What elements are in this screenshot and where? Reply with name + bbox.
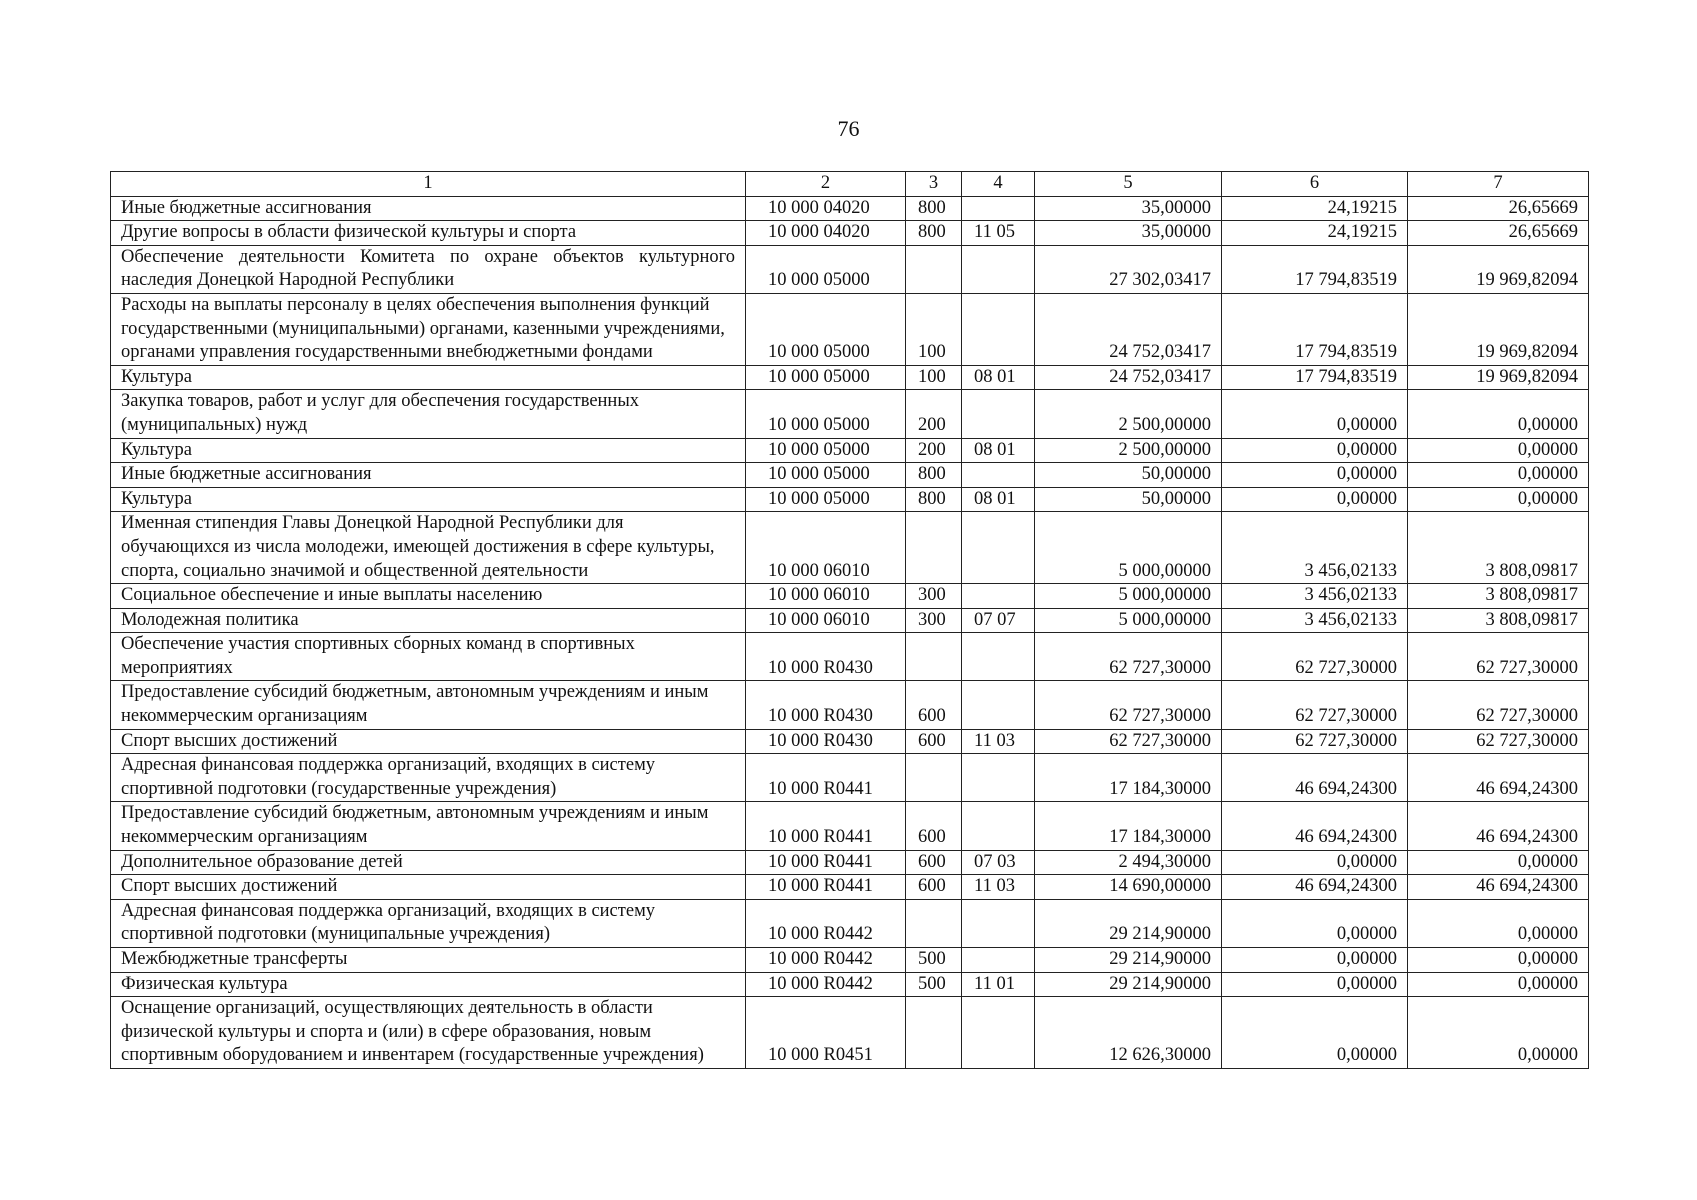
- target-code-cell: 10 000 06010: [746, 608, 906, 633]
- table-row: [111, 850, 1589, 875]
- table-row: [111, 584, 1589, 609]
- amount-col5-cell: 17 184,30000: [1035, 802, 1222, 850]
- section-code-cell: 07 07: [962, 608, 1035, 633]
- expense-type-cell: 800: [906, 463, 962, 488]
- amount-col5-cell: 14 690,00000: [1035, 875, 1222, 900]
- target-code-cell: 10 000 05000: [746, 293, 906, 365]
- table-row: [111, 997, 1589, 1069]
- amount-col7-cell: 62 727,30000: [1408, 729, 1589, 754]
- expense-type-cell: 600: [906, 681, 962, 729]
- section-code-cell: 08 01: [962, 487, 1035, 512]
- table-row: [111, 754, 1589, 802]
- amount-col7-cell: 19 969,82094: [1408, 365, 1589, 390]
- section-code-cell: [962, 681, 1035, 729]
- amount-col6-cell: 46 694,24300: [1222, 875, 1408, 900]
- table-row: [111, 438, 1589, 463]
- amount-col6-cell: 62 727,30000: [1222, 681, 1408, 729]
- expense-type-cell: 800: [906, 487, 962, 512]
- amount-col5-cell: 62 727,30000: [1035, 681, 1222, 729]
- section-code-cell: [962, 293, 1035, 365]
- target-code-cell: 10 000 R0430: [746, 681, 906, 729]
- expense-type-cell: 300: [906, 608, 962, 633]
- amount-col7-cell: 0,00000: [1408, 438, 1589, 463]
- expense-type-cell: 500: [906, 972, 962, 997]
- amount-col5-cell: 50,00000: [1035, 463, 1222, 488]
- expense-type-cell: 200: [906, 438, 962, 463]
- target-code-cell: 10 000 R0441: [746, 850, 906, 875]
- amount-col5-cell: 17 184,30000: [1035, 754, 1222, 802]
- amount-col7-cell: 0,00000: [1408, 463, 1589, 488]
- amount-col7-cell: 3 808,09817: [1408, 608, 1589, 633]
- section-code-cell: 11 03: [962, 729, 1035, 754]
- table-row: [111, 245, 1589, 293]
- item-name-cell: Иные бюджетные ассигнования: [111, 463, 746, 488]
- amount-col7-cell: 46 694,24300: [1408, 802, 1589, 850]
- amount-col6-cell: 62 727,30000: [1222, 729, 1408, 754]
- amount-col6-cell: 3 456,02133: [1222, 608, 1408, 633]
- amount-col5-cell: 29 214,90000: [1035, 972, 1222, 997]
- amount-col7-cell: 3 808,09817: [1408, 512, 1589, 584]
- section-code-cell: [962, 245, 1035, 293]
- section-code-cell: [962, 802, 1035, 850]
- item-name-cell: Дополнительное образование детей: [111, 850, 746, 875]
- header-col-5: 5: [1035, 172, 1222, 197]
- amount-col7-cell: 19 969,82094: [1408, 245, 1589, 293]
- amount-col6-cell: 0,00000: [1222, 390, 1408, 438]
- amount-col6-cell: 0,00000: [1222, 899, 1408, 947]
- amount-col6-cell: 46 694,24300: [1222, 802, 1408, 850]
- item-name-cell: Другие вопросы в области физической культуры и спорта: [111, 221, 746, 246]
- table-row: [111, 899, 1589, 947]
- expense-type-cell: 600: [906, 802, 962, 850]
- section-code-cell: [962, 997, 1035, 1069]
- expense-type-cell: [906, 512, 962, 584]
- section-code-cell: 11 05: [962, 221, 1035, 246]
- amount-col7-cell: 62 727,30000: [1408, 681, 1589, 729]
- table-row: [111, 608, 1589, 633]
- expense-type-cell: 100: [906, 365, 962, 390]
- amount-col5-cell: 62 727,30000: [1035, 729, 1222, 754]
- amount-col7-cell: 19 969,82094: [1408, 293, 1589, 365]
- item-name-cell: Спорт высших достижений: [111, 729, 746, 754]
- target-code-cell: 10 000 R0442: [746, 948, 906, 973]
- amount-col7-cell: 0,00000: [1408, 850, 1589, 875]
- target-code-cell: 10 000 06010: [746, 584, 906, 609]
- amount-col7-cell: 0,00000: [1408, 972, 1589, 997]
- expense-type-cell: [906, 754, 962, 802]
- table-row: [111, 487, 1589, 512]
- section-code-cell: [962, 754, 1035, 802]
- expense-type-cell: [906, 245, 962, 293]
- item-name-cell: Межбюджетные трансферты: [111, 948, 746, 973]
- target-code-cell: 10 000 05000: [746, 365, 906, 390]
- amount-col6-cell: 46 694,24300: [1222, 754, 1408, 802]
- amount-col7-cell: 0,00000: [1408, 948, 1589, 973]
- section-code-cell: 11 01: [962, 972, 1035, 997]
- section-code-cell: [962, 584, 1035, 609]
- expense-type-cell: 600: [906, 729, 962, 754]
- amount-col6-cell: 62 727,30000: [1222, 633, 1408, 681]
- target-code-cell: 10 000 05000: [746, 463, 906, 488]
- expense-type-cell: 800: [906, 221, 962, 246]
- amount-col6-cell: 0,00000: [1222, 438, 1408, 463]
- amount-col6-cell: 17 794,83519: [1222, 293, 1408, 365]
- table-row: [111, 463, 1589, 488]
- target-code-cell: 10 000 R0441: [746, 875, 906, 900]
- expense-type-cell: [906, 997, 962, 1069]
- amount-col7-cell: 46 694,24300: [1408, 875, 1589, 900]
- table-row: [111, 948, 1589, 973]
- amount-col7-cell: 46 694,24300: [1408, 754, 1589, 802]
- expense-type-cell: 600: [906, 850, 962, 875]
- table-row: [111, 221, 1589, 246]
- expense-type-cell: [906, 633, 962, 681]
- table-row: [111, 633, 1589, 681]
- item-name-cell: Предоставление субсидий бюджетным, автономным учреждениям и иным некоммерческим организациям: [111, 681, 746, 729]
- item-name-cell: Иные бюджетные ассигнования: [111, 196, 746, 221]
- item-name-cell: Спорт высших достижений: [111, 875, 746, 900]
- expense-type-cell: 200: [906, 390, 962, 438]
- amount-col6-cell: 3 456,02133: [1222, 584, 1408, 609]
- amount-col6-cell: 17 794,83519: [1222, 245, 1408, 293]
- header-col-3: 3: [906, 172, 962, 197]
- table-row: [111, 196, 1589, 221]
- budget-table: [110, 171, 1589, 1069]
- amount-col5-cell: 24 752,03417: [1035, 293, 1222, 365]
- amount-col6-cell: 0,00000: [1222, 850, 1408, 875]
- amount-col6-cell: 3 456,02133: [1222, 512, 1408, 584]
- table-row: [111, 365, 1589, 390]
- amount-col6-cell: 0,00000: [1222, 948, 1408, 973]
- amount-col5-cell: 5 000,00000: [1035, 608, 1222, 633]
- section-code-cell: [962, 463, 1035, 488]
- section-code-cell: [962, 899, 1035, 947]
- amount-col7-cell: 3 808,09817: [1408, 584, 1589, 609]
- item-name-cell: Адресная финансовая поддержка организаций, входящих в систему спортивной подготовки (государственные учреждения): [111, 754, 746, 802]
- amount-col5-cell: 2 494,30000: [1035, 850, 1222, 875]
- amount-col5-cell: 5 000,00000: [1035, 512, 1222, 584]
- header-col-2: 2: [746, 172, 906, 197]
- expense-type-cell: [906, 899, 962, 947]
- target-code-cell: 10 000 R0430: [746, 729, 906, 754]
- target-code-cell: 10 000 05000: [746, 487, 906, 512]
- expense-type-cell: 600: [906, 875, 962, 900]
- amount-col7-cell: 0,00000: [1408, 997, 1589, 1069]
- amount-col6-cell: 0,00000: [1222, 463, 1408, 488]
- amount-col5-cell: 5 000,00000: [1035, 584, 1222, 609]
- section-code-cell: [962, 390, 1035, 438]
- item-name-cell: Культура: [111, 365, 746, 390]
- amount-col6-cell: 24,19215: [1222, 196, 1408, 221]
- amount-col5-cell: 35,00000: [1035, 196, 1222, 221]
- amount-col5-cell: 2 500,00000: [1035, 438, 1222, 463]
- table-row: [111, 512, 1589, 584]
- table-row: [111, 972, 1589, 997]
- amount-col5-cell: 12 626,30000: [1035, 997, 1222, 1069]
- amount-col7-cell: 26,65669: [1408, 221, 1589, 246]
- page-number: 76: [837, 116, 860, 141]
- target-code-cell: 10 000 R0442: [746, 899, 906, 947]
- table-row: [111, 681, 1589, 729]
- target-code-cell: 10 000 05000: [746, 245, 906, 293]
- target-code-cell: 10 000 05000: [746, 438, 906, 463]
- expense-type-cell: 800: [906, 196, 962, 221]
- item-name-cell: Адресная финансовая поддержка организаций, входящих в систему спортивной подготовки (муниципальные учреждения): [111, 899, 746, 947]
- amount-col6-cell: 0,00000: [1222, 997, 1408, 1069]
- header-col-4: 4: [962, 172, 1035, 197]
- item-name-cell: Физическая культура: [111, 972, 746, 997]
- target-code-cell: 10 000 R0441: [746, 802, 906, 850]
- section-code-cell: 08 01: [962, 365, 1035, 390]
- amount-col5-cell: 50,00000: [1035, 487, 1222, 512]
- section-code-cell: 11 03: [962, 875, 1035, 900]
- header-col-7: 7: [1408, 172, 1589, 197]
- item-name-cell: Обеспечение участия спортивных сборных команд в спортивных мероприятиях: [111, 633, 746, 681]
- amount-col6-cell: 0,00000: [1222, 487, 1408, 512]
- section-code-cell: [962, 512, 1035, 584]
- amount-col6-cell: 0,00000: [1222, 972, 1408, 997]
- item-name-cell: Культура: [111, 438, 746, 463]
- table-header-row: [111, 172, 1589, 197]
- item-name-cell: Именная стипендия Главы Донецкой Народной Республики для обучающихся из числа молодежи, имеющей достижения в сфере культуры, спорта, социально значимой и общественной деятельности: [111, 512, 746, 584]
- header-col-1: 1: [111, 172, 746, 197]
- target-code-cell: 10 000 R0430: [746, 633, 906, 681]
- amount-col5-cell: 29 214,90000: [1035, 948, 1222, 973]
- amount-col6-cell: 24,19215: [1222, 221, 1408, 246]
- target-code-cell: 10 000 R0441: [746, 754, 906, 802]
- amount-col5-cell: 2 500,00000: [1035, 390, 1222, 438]
- item-name-cell: Предоставление субсидий бюджетным, автономным учреждениям и иным некоммерческим организациям: [111, 802, 746, 850]
- amount-col5-cell: 35,00000: [1035, 221, 1222, 246]
- section-code-cell: [962, 633, 1035, 681]
- header-col-6: 6: [1222, 172, 1408, 197]
- section-code-cell: 07 03: [962, 850, 1035, 875]
- target-code-cell: 10 000 06010: [746, 512, 906, 584]
- amount-col5-cell: 27 302,03417: [1035, 245, 1222, 293]
- item-name-cell: Оснащение организаций, осуществляющих деятельность в области физической культуры и спорта и (или) в сфере образования, новым спортивным оборудованием и инвентарем (государственные учреждения): [111, 997, 746, 1069]
- item-name-cell: Культура: [111, 487, 746, 512]
- amount-col7-cell: 0,00000: [1408, 487, 1589, 512]
- section-code-cell: 08 01: [962, 438, 1035, 463]
- expense-type-cell: 500: [906, 948, 962, 973]
- item-name-cell: Расходы на выплаты персоналу в целях обеспечения выполнения функций государственными (муниципальными) органами, казенными учреждениями, органами управления государственными внебюджетными фондами: [111, 293, 746, 365]
- target-code-cell: 10 000 R0442: [746, 972, 906, 997]
- amount-col5-cell: 24 752,03417: [1035, 365, 1222, 390]
- target-code-cell: 10 000 04020: [746, 196, 906, 221]
- section-code-cell: [962, 196, 1035, 221]
- table-row: [111, 293, 1589, 365]
- item-name-cell: Обеспечение деятельности Комитета по охране объектов культурного наследия Донецкой Народной Республики: [111, 245, 746, 293]
- item-name-cell: Закупка товаров, работ и услуг для обеспечения государственных (муниципальных) нужд: [111, 390, 746, 438]
- target-code-cell: 10 000 04020: [746, 221, 906, 246]
- expense-type-cell: 300: [906, 584, 962, 609]
- table-row: [111, 390, 1589, 438]
- amount-col5-cell: 62 727,30000: [1035, 633, 1222, 681]
- expense-type-cell: 100: [906, 293, 962, 365]
- item-name-cell: Молодежная политика: [111, 608, 746, 633]
- amount-col7-cell: 0,00000: [1408, 899, 1589, 947]
- amount-col5-cell: 29 214,90000: [1035, 899, 1222, 947]
- amount-col7-cell: 62 727,30000: [1408, 633, 1589, 681]
- target-code-cell: 10 000 05000: [746, 390, 906, 438]
- table-row: [111, 729, 1589, 754]
- section-code-cell: [962, 948, 1035, 973]
- amount-col6-cell: 17 794,83519: [1222, 365, 1408, 390]
- amount-col7-cell: 0,00000: [1408, 390, 1589, 438]
- amount-col7-cell: 26,65669: [1408, 196, 1589, 221]
- target-code-cell: 10 000 R0451: [746, 997, 906, 1069]
- table-row: [111, 802, 1589, 850]
- table-row: [111, 875, 1589, 900]
- item-name-cell: Социальное обеспечение и иные выплаты населению: [111, 584, 746, 609]
